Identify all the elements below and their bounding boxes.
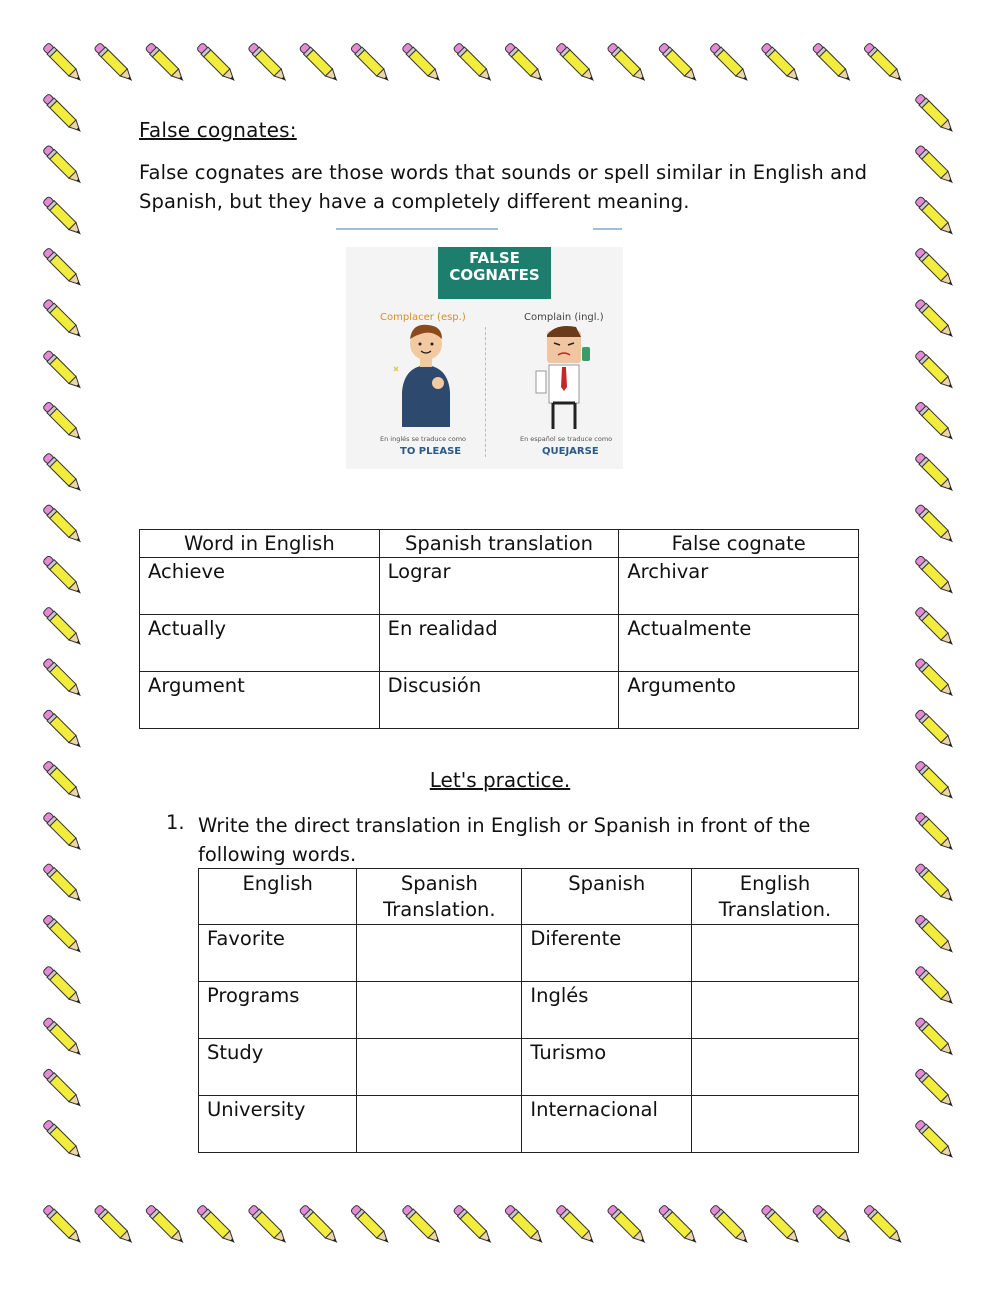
answer-cell[interactable] (692, 1096, 859, 1153)
illustration-rule (336, 228, 498, 230)
intro-paragraph: False cognates are those words that sounds or spell similar in English and Spanish, but they have a completely different meaning. (139, 161, 868, 213)
table-row (140, 672, 859, 729)
illustration-right-caption: QUEJARSE (542, 446, 599, 457)
table-cell: Argumento (619, 672, 859, 729)
answer-cell[interactable] (692, 982, 859, 1039)
table-cell: Lograr (379, 558, 619, 615)
practice-heading: Let's practice. (429, 768, 571, 792)
column-header: False cognate (619, 530, 859, 558)
table-row (199, 982, 859, 1039)
instruction-number: 1. (166, 811, 185, 834)
answer-cell[interactable] (692, 925, 859, 982)
table-row (140, 558, 859, 615)
table-cell: Discusión (379, 672, 619, 729)
illustration-right-caption-small: En español se traduce como (520, 435, 613, 443)
answer-cell[interactable] (692, 1039, 859, 1096)
illustration-left-caption: TO PLEASE (400, 446, 462, 457)
illustration-left-label: Complacer (esp.) (380, 312, 466, 323)
table-row (140, 615, 859, 672)
table-header-row (140, 530, 859, 558)
answer-cell[interactable] (357, 925, 522, 982)
table-header-row (199, 869, 859, 925)
table-cell: Turismo (522, 1039, 692, 1096)
column-header: Spanish Translation. (357, 869, 522, 925)
illustration-right-label: Complain (ingl.) (524, 312, 604, 323)
table-cell: Diferente (522, 925, 692, 982)
illustration-rule (593, 228, 622, 230)
table-cell: Inglés (522, 982, 692, 1039)
practice-table (198, 868, 859, 1153)
table-row (199, 925, 859, 982)
complaining-person-icon (536, 326, 590, 429)
illustration-banner: FALSE COGNATES (438, 247, 551, 299)
column-header: Spanish (522, 869, 692, 925)
table-cell: Programs (199, 982, 357, 1039)
table-cell: En realidad (379, 615, 619, 672)
pleased-person-icon (394, 325, 450, 427)
table-cell: Argument (140, 672, 380, 729)
table-row (199, 1039, 859, 1096)
column-header: Word in English (140, 530, 380, 558)
column-header: Spanish translation (379, 530, 619, 558)
table-cell: Achieve (140, 558, 380, 615)
page-title: False cognates: (139, 118, 297, 142)
answer-cell[interactable] (357, 1096, 522, 1153)
column-header: English (199, 869, 357, 925)
table-cell: Favorite (199, 925, 357, 982)
table-cell: Archivar (619, 558, 859, 615)
false-cognates-table (139, 529, 859, 729)
table-cell: Study (199, 1039, 357, 1096)
table-cell: Actualmente (619, 615, 859, 672)
answer-cell[interactable] (357, 1039, 522, 1096)
table-cell: Internacional (522, 1096, 692, 1153)
false-cognates-illustration (346, 247, 623, 469)
table-cell: Actually (140, 615, 380, 672)
table-cell: University (199, 1096, 357, 1153)
table-row (199, 1096, 859, 1153)
illustration-left-caption-small: En inglés se traduce como (380, 435, 467, 443)
answer-cell[interactable] (357, 982, 522, 1039)
column-header: English Translation. (692, 869, 859, 925)
instruction-text: Write the direct translation in English or Spanish in front of the following words. (198, 814, 811, 866)
